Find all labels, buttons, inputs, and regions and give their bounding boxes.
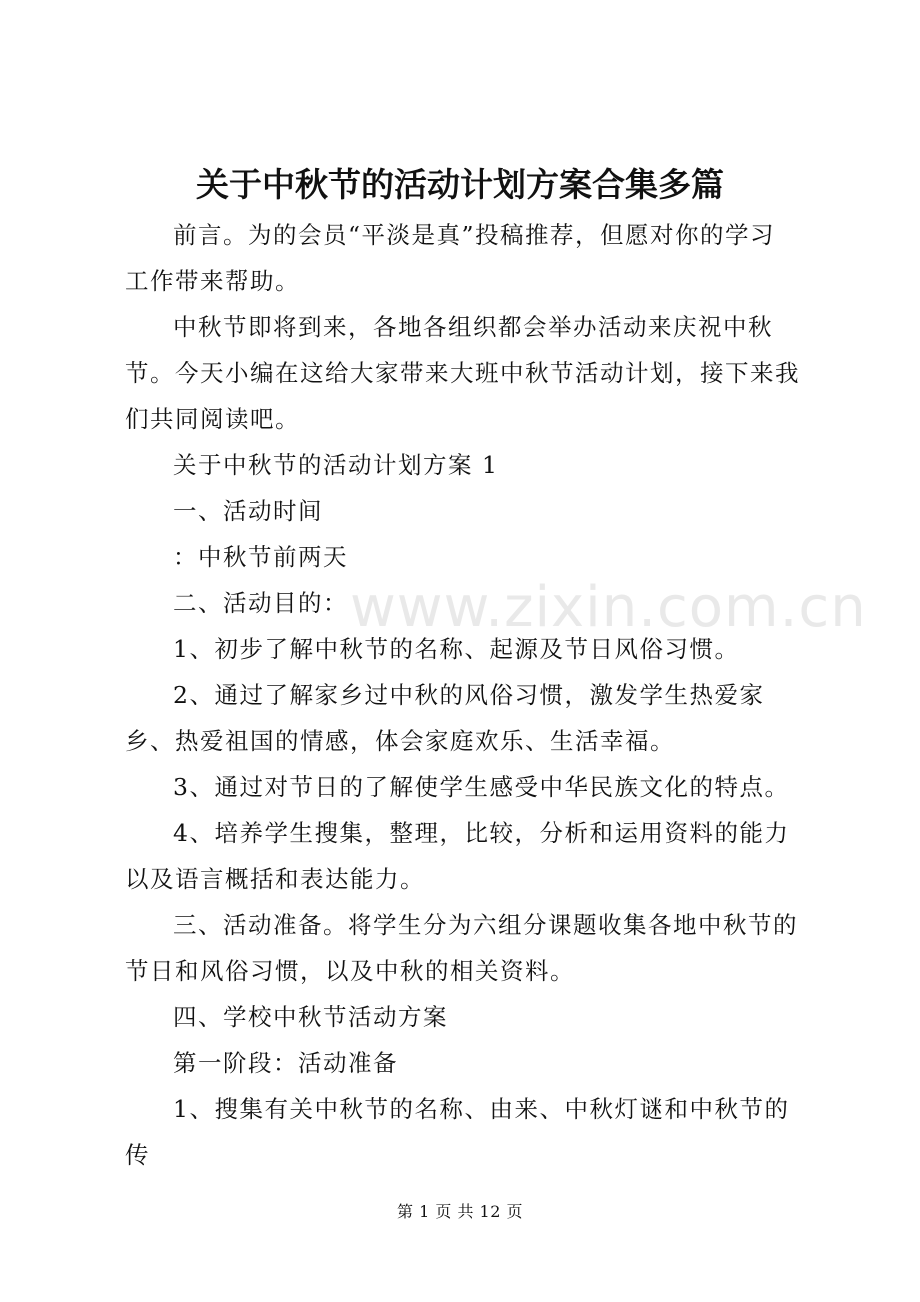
goal-item-2: 2、通过了解家乡过中秋的风俗习惯，激发学生热爱家乡、热爱祖国的情感，体会家庭欢乐、生活幸福。 bbox=[125, 681, 765, 755]
goal-item-1: 1、初步了解中秋节的名称、起源及节日风俗习惯。 bbox=[173, 635, 740, 663]
document-body bbox=[125, 212, 800, 1178]
document-title: 关于中秋节的活动计划方案合集多篇 bbox=[196, 165, 724, 204]
goal-item-4: 4、培养学生搜集，整理，比较，分析和运用资料的能力以及语言概括和表达能力。 bbox=[125, 819, 790, 893]
watermark: www.zixin.com.cn bbox=[350, 575, 867, 640]
section-heading-plan-1: 关于中秋节的活动计划方案 1 bbox=[173, 451, 499, 479]
heading-activity-time: 一、活动时间 bbox=[173, 497, 323, 525]
paragraph-activity-time: ：中秋节前两天 bbox=[173, 543, 348, 571]
goal-item-3: 3、通过对节日的了解使学生感受中华民族文化的特点。 bbox=[173, 773, 790, 801]
paragraph-intro: 中秋节即将到来，各地各组织都会举办活动来庆祝中秋节。今天小编在这给大家带来大班中秋节活动计划，接下来我们共同阅读吧。 bbox=[125, 313, 800, 433]
heading-school-plan: 四、学校中秋节活动方案 bbox=[173, 1003, 448, 1031]
page-footer: 第 1 页 共 12 页 bbox=[397, 1202, 523, 1221]
heading-activity-goals: 二、活动目的： bbox=[173, 589, 348, 617]
heading-stage-1: 第一阶段：活动准备 bbox=[173, 1049, 398, 1077]
stage-1-item-1: 1、搜集有关中秋节的名称、由来、中秋灯谜和中秋节的传 bbox=[125, 1095, 790, 1169]
paragraph-activity-prep: 三、活动准备。将学生分为六组分课题收集各地中秋节的节日和风俗习惯，以及中秋的相关资料。 bbox=[125, 911, 798, 985]
paragraph-preface: 前言。为的会员“平淡是真”投稿推荐，但愿对你的学习工作带来帮助。 bbox=[125, 221, 776, 295]
